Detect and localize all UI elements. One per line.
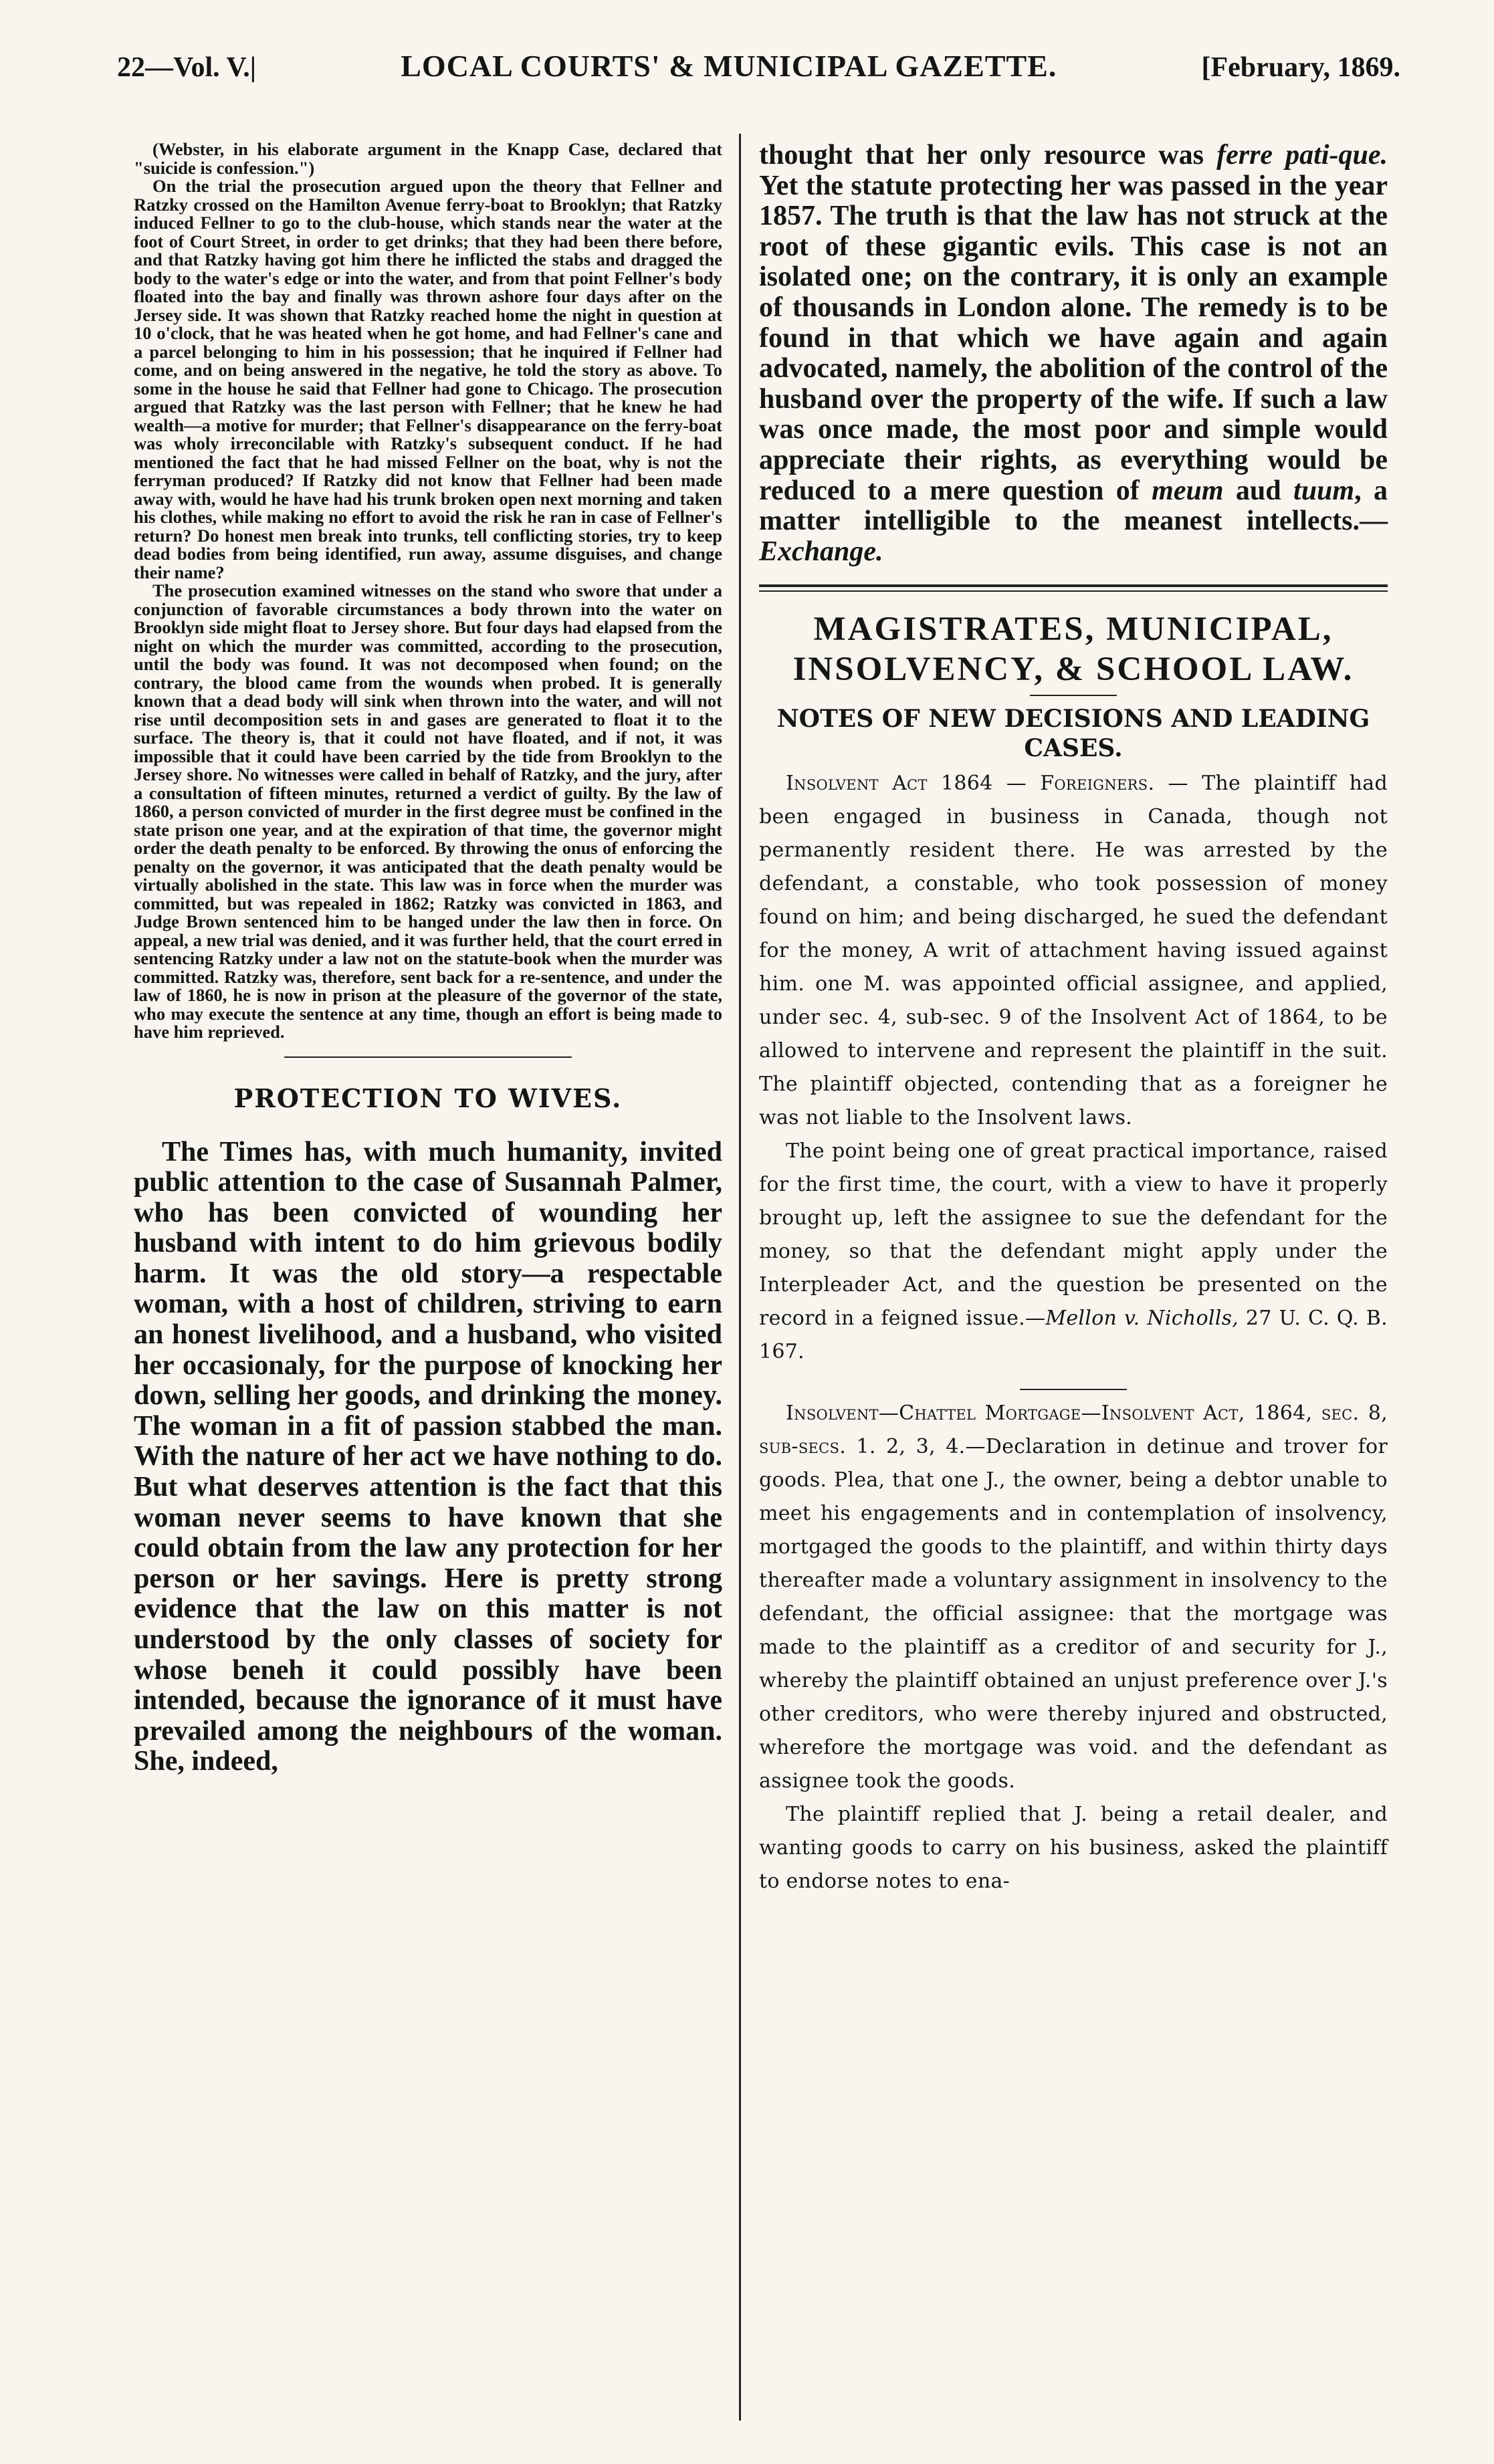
section-divider <box>1030 695 1117 696</box>
article-paragraph: The prosecution examined witnesses on the stand who swore that under a conjunction of favorable circumstances a body thrown into the water on Brooklyn side might float to Jersey shore. But four days had elapsed from the night on which the murder was committed, according to the prosecution, until the body was found. It was not decomposed when found; on the contrary, the blood came from the wounds when probed. It is generally known that a dead body will sink when thrown into the water, and will not rise until decomposition sets in and gases are generated to float it to the surface. The theory is, that it could not have floated, and if not, it was impossible that it could have been carried by the tide from Brooklyn to the Jersey shore. No witnesses were called in behalf of Ratzky, and the jury, after a consultation of fifteen minutes, returned a verdict of guilty. By the law of 1860, a person convicted of murder in the first degree must be confined in the state prison one year, and at the expiration of that time, the governor might order the death penalty to be enforced. By throwing the onus of enforcing the penalty on the governor, it was anticipated that the death penalty would be virtually abolished in the state. This law was in force when the murder was committed, but was repealed in 1862; Ratzky was convicted in 1863, and Judge Brown sentenced him to be hanged under the law then in force. On appeal, a new trial was denied, and it was further held, that the court erred in sentencing Ratzky under a law not on the statute-book when the murder was committed. Ratzky was, therefore, sent back for a re-sentence, and under the law of 1860, he is now in prison at the pleasure of the governor of the state, who may execute the sentence at any time, though an effort is being made to have him reprieved. <box>134 580 722 1042</box>
text-run: , a matter intelligible to the meanest intellects.— <box>759 475 1388 537</box>
case-notes <box>759 767 1388 1898</box>
intro-paragraph: (Webster, in his elaborate argument in the Knapp Case, declared that "suicide is confession.") <box>134 139 722 178</box>
running-header <box>117 48 1400 108</box>
banner-line: INSOLVENCY, & SCHOOL LAW. <box>792 651 1354 689</box>
article-paragraph: The Times has, with much humanity, invited public attention to the case of Susannah Palmer, who has been convicted of wounding her husband with intent to do him grievous bodily harm. It was the old story—a respectable woman, with a host of children, striving to earn an honest livelihood, and a husband, who visited her occasionaly, for the purpose of knocking her down, selling her goods, and drinking the money. The woman in a fit of passion stabbed the man. With the nature of her act we have nothing to do. But what deserves attention is the fact that this woman never seems to have known that she could obtain from the law any protection for her person or her savings. Here is pretty strong evidence that the law on this matter is not understood by the only classes of society for whose beneh it could possibly have been intended, because the ignorance of it must have prevailed among the neighbours of the woman. She, indeed, <box>134 1136 722 1777</box>
text-run: Yet the statute protecting her was passed in the year 1857. The truth is that the law has not struck at the root of these gigantic evils. This case is not an isolated one; on the contrary, it is only an example of thousands in London alone. The remedy is to be found in that which we have again and again advocated, namely, the abolition of the control of the husband over the property of the wife. If such a law was once made, the most poor and simple would appreciate their rights, as everything would be reduced to a mere question of <box>759 170 1388 506</box>
section-divider <box>759 584 1388 587</box>
section-divider <box>759 590 1388 592</box>
section-divider <box>284 1056 572 1058</box>
text-run: 27 U. C. Q. B. 167. <box>759 1307 1388 1364</box>
page-volume: 22—Vol. V.| <box>117 52 257 83</box>
notes-title: NOTES OF NEW DECISIONS AND LEADING CASES. <box>776 705 1370 763</box>
left-column <box>134 140 722 1777</box>
section-title: PROTECTION TO WIVES. <box>233 1083 623 1113</box>
article-paragraph <box>759 140 1388 567</box>
issue-date: [February, 1869. <box>1201 52 1400 83</box>
publication-title: LOCAL COURTS' & MUNICIPAL GAZETTE. <box>401 49 1057 83</box>
right-column <box>759 140 1388 1898</box>
case-citation: Mellon v. Nicholls, <box>1045 1307 1239 1331</box>
latin-word: tuum <box>1293 475 1355 506</box>
text-run: The point being one of great practical importance, raised for the first time, the court, with a view to have it properly brought up, left the assignee to sue the defendant for the money, so that the defendant might apply under the Interpleader Act, and the question be presented on the record in a feigned issue.— <box>759 1139 1388 1331</box>
case-paragraph <box>759 767 1388 1135</box>
section-banner <box>759 609 1388 689</box>
text-run: aud <box>1223 475 1294 506</box>
text-run: The plaintiff had been engaged in business in Canada, though not permanently resident there. He was arrested by the defendant, a constable, who took possession of money found on him; and being discharged, he sued the defendant for the money, A writ of attachment having issued against him. one M. was appointed official assignee, and applied, under sec. 4, sub-sec. 9 of the Insolvent Act of 1864, to be allowed to intervene and represent the plaintiff in the suit. The plaintiff objected, contending that as a foreigner he was not liable to the Insolvent laws. <box>759 772 1388 1130</box>
protection-article <box>134 1137 722 1777</box>
source-credit: Exchange. <box>759 536 883 567</box>
article-paragraph: On the trial the prosecution argued upon the theory that Fellner and Ratzky crossed on the Hamilton Avenue ferry-boat to Brooklyn; that Ratzky induced Fellner to go to the club-house, which stands near the water at the foot of Court Street, in order to get drinks; that they had been there before, and that Ratzky having got him there he inflicted the stabs and dragged the body to the water's edge or into the water, and from that point Fellner's body floated into the bay and finally was thrown ashore four days after on the Jersey side. It was shown that Ratzky reached home the night in question at 10 o'clock, that he was heated when he got home, and had Fellner's cane and a parcel belonging to him in his possession; that he inquired if Fellner had come, and on being answered in the negative, he told the story as above. To some in the house he said that Fellner had gone to Chicago. The prosecution argued that Ratzky was the last person with Fellner; that he knew he had wealth—a motive for murder; that Fellner's disappearance on the ferry-boat was wholy irreconcilable with Ratzky's subsequent conduct. If he had mentioned the fact that he had missed Fellner on the boat, why is not the ferryman produced? If Ratzky did not know that Fellner had been made away with, would he have had his trunk broken open next morning and taken his clothes, while making no effort to avoid the risk he ran in case of Fellner's return? Do honest men break into trunks, tell conflicting stories, try to keep dead bodies from being identified, run away, assume disguises, and change their name? <box>134 176 722 582</box>
case-heading: Insolvent—Chattel Mortgage—Insolvent Act, 1864, sec. 8, sub-secs. 1. 2, 3, 4.— <box>759 1402 1388 1459</box>
latin-phrase: ferre pati-que. <box>1216 140 1388 171</box>
case-heading: Insolvent Act 1864 — Foreigners. — <box>786 772 1188 796</box>
case-paragraph <box>759 1135 1388 1369</box>
column-divider <box>739 134 741 2421</box>
ratzky-article <box>134 140 722 1042</box>
case-paragraph <box>759 1397 1388 1798</box>
text-run: Declaration in detinue and trover for goods. Plea, that one J., the owner, being a debtor unable to meet his engagements and in contemplation of insolvency, mortgaged the goods to the plaintiff, and within thirty days thereafter made a voluntary assignment in insolvency to the defendant, the official assignee: that the mortgage was made to the plaintiff as a creditor of and security for J., whereby the plaintiff obtained an unjust preference over J.'s other creditors, who were thereby injured and obstructed, wherefore the mortgage was void. and the defendant as assignee took the goods. <box>759 1435 1388 1793</box>
latin-word: meum <box>1152 475 1224 506</box>
case-paragraph: The plaintiff replied that J. being a retail dealer, and wanting goods to carry on his business, asked the plaintiff to endorse notes to ena- <box>759 1803 1388 1894</box>
banner-line: MAGISTRATES, MUNICIPAL, <box>813 610 1333 649</box>
case-divider <box>1020 1389 1127 1390</box>
text-run: thought that her only resource was <box>759 140 1217 171</box>
protection-continuation <box>759 140 1388 567</box>
